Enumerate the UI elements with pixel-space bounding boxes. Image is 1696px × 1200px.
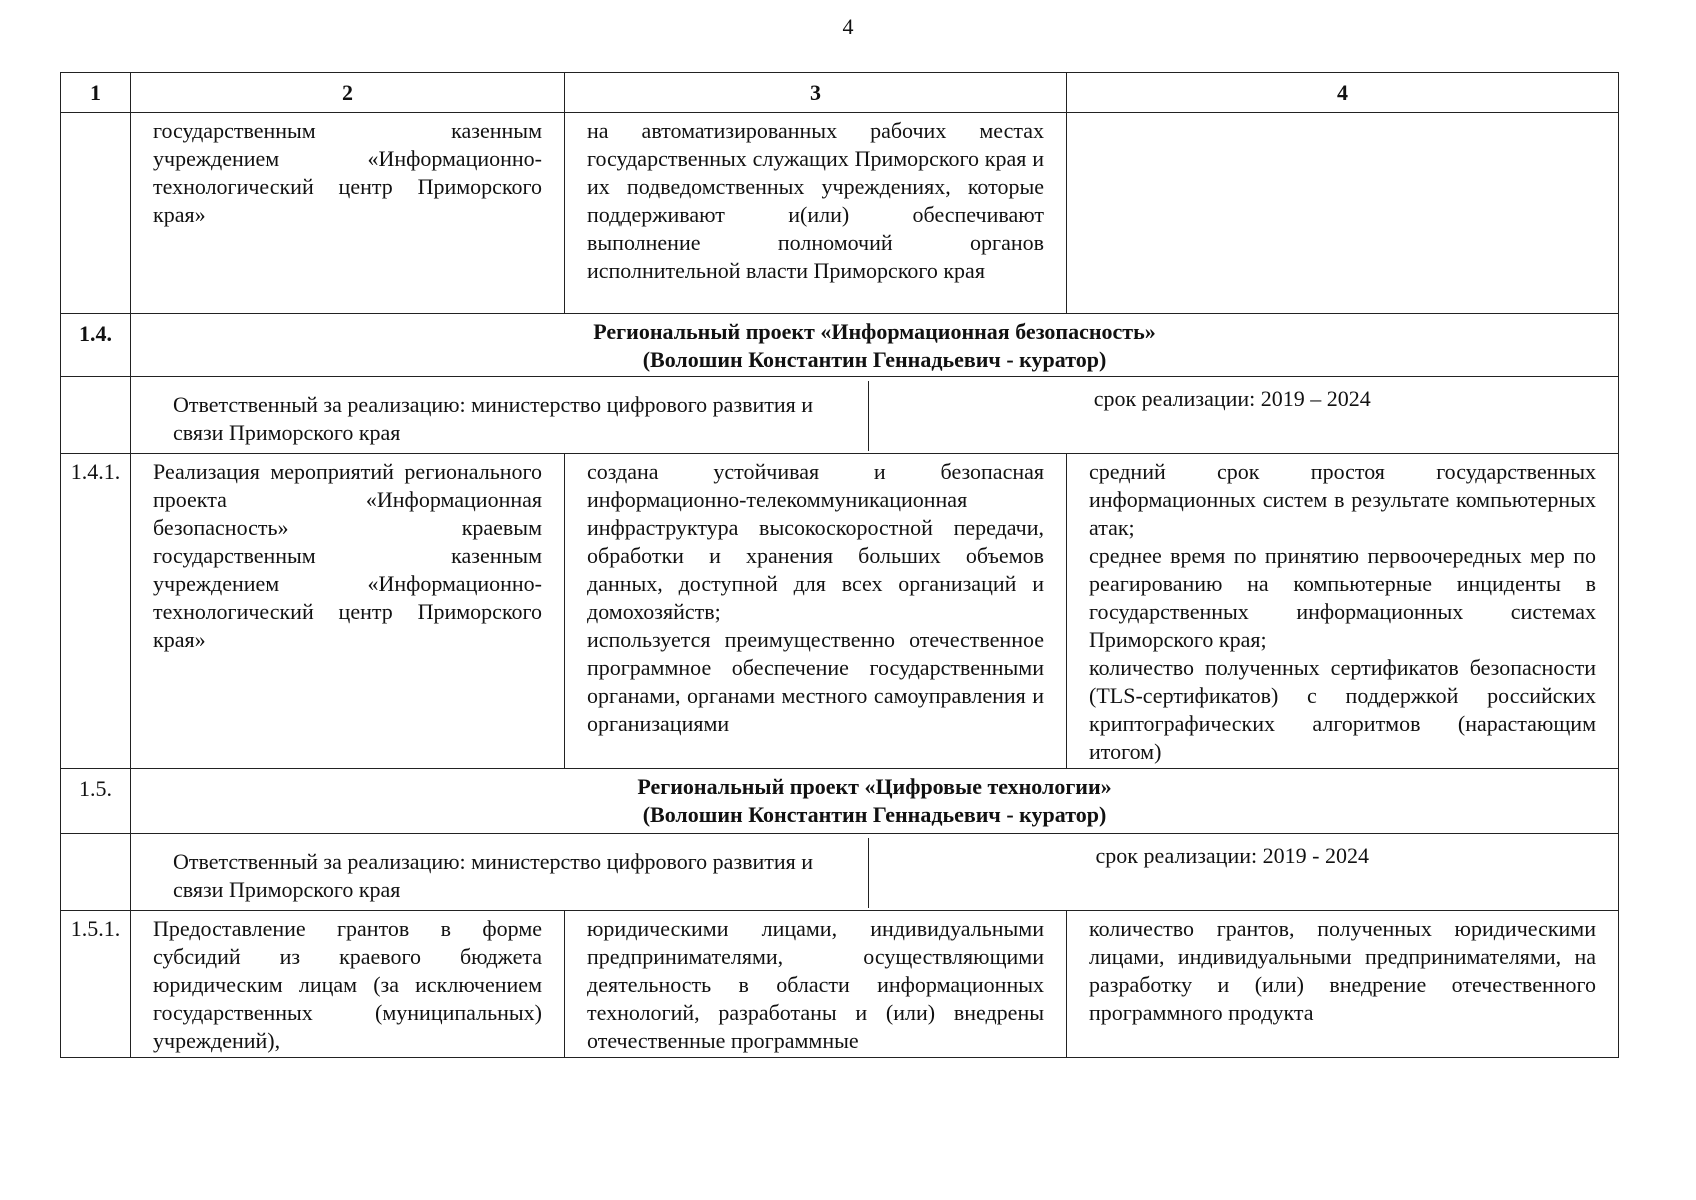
term-text: срок реализации: 2019 - 2024 [868,838,1596,908]
row-indicator [1067,113,1619,314]
responsible-wrap [131,377,1619,454]
section-title-cell [131,769,1619,834]
column-header-3: 3 [565,73,1067,113]
row-executor: государственным казенным учреждением «Информационно-технологический центр Приморского края» [131,113,565,314]
section-curator: (Волошин Константин Геннадьевич - куратор) [642,802,1107,827]
term-text: срок реализации: 2019 – 2024 [868,381,1596,451]
table-row-continuation [61,113,1619,314]
section-row-1-5 [61,769,1619,834]
empty-number-cell [61,377,131,454]
column-header-1: 1 [61,73,131,113]
responsible-inner [153,838,1596,908]
section-row-1-4 [61,314,1619,377]
result-paragraph: создана устойчивая и безопасная информационно-телекоммуникационная инфраструктура высокоскоростной передачи, обработки и хранения больших объемов данных, доступной для всех организаций и домохозяйств; [587,459,1044,624]
row-number: 1.5.1. [61,911,131,1058]
indicator-paragraph: среднее время по принятию первоочередных мер по реагированию на компьютерные инциденты в государственных информационных системах Приморского края; [1089,543,1596,652]
row-number [61,113,131,314]
section-curator: (Волошин Константин Геннадьевич - куратор) [642,347,1107,372]
row-indicator: количество грантов, полученных юридическими лицами, индивидуальными предпринимателями, на разработку и (или) внедрение отечественного программного продукта [1067,911,1619,1058]
row-number: 1.4.1. [61,454,131,769]
table-header-row [61,73,1619,113]
column-header-2: 2 [131,73,565,113]
measures-table [60,72,1619,1058]
indicator-paragraph: количество полученных сертификатов безопасности (TLS-сертификатов) с поддержкой российских криптографических алгоритмов (нарастающим итогом) [1089,655,1596,764]
section-number: 1.4. [61,314,131,377]
row-executor: Реализация мероприятий регионального проекта «Информационная безопасность» краевым государственным казенным учреждением «Информационно-технологический центр Приморского края» [131,454,565,769]
responsible-text: Ответственный за реализацию: министерство цифрового развития и связи Приморского края [173,392,814,445]
responsible-row-1-4 [61,377,1619,454]
section-title-cell [131,314,1619,377]
row-result [565,454,1067,769]
responsible-text: Ответственный за реализацию: министерство цифрового развития и связи Приморского края [173,849,814,902]
column-header-4: 4 [1067,73,1619,113]
responsible-wrap [131,834,1619,911]
table-row-1-5-1 [61,911,1619,1058]
section-title: Региональный проект «Информационная безопасность» [593,319,1156,344]
row-result: юридическими лицами, индивидуальными предпринимателями, осуществляющими деятельность в области информационных технологий, разработаны и (или) внедрены отечественные программные [565,911,1067,1058]
page-number: 4 [842,14,854,39]
section-number: 1.5. [61,769,131,834]
row-executor: Предоставление грантов в форме субсидий из краевого бюджета юридическим лицам (за исключением государственных (муниципальных) учреждений), [131,911,565,1058]
indicator-paragraph: средний срок простоя государственных информационных систем в результате компьютерных атак; [1089,459,1596,540]
row-indicator [1067,454,1619,769]
result-paragraph: используется преимущественно отечественное программное обеспечение государственными органами, органами местного самоуправления и организациями [587,627,1044,736]
responsible-row-1-5 [61,834,1619,911]
row-result: на автоматизированных рабочих местах государственных служащих Приморского края и их подведомственных учреждениях, которые поддерживают и(или) обеспечивают выполнение полномочий органов исполнительной власти Приморского края [565,113,1067,314]
section-title: Региональный проект «Цифровые технологии» [637,774,1112,799]
table-row-1-4-1 [61,454,1619,769]
responsible-inner [153,381,1596,451]
empty-number-cell [61,834,131,911]
